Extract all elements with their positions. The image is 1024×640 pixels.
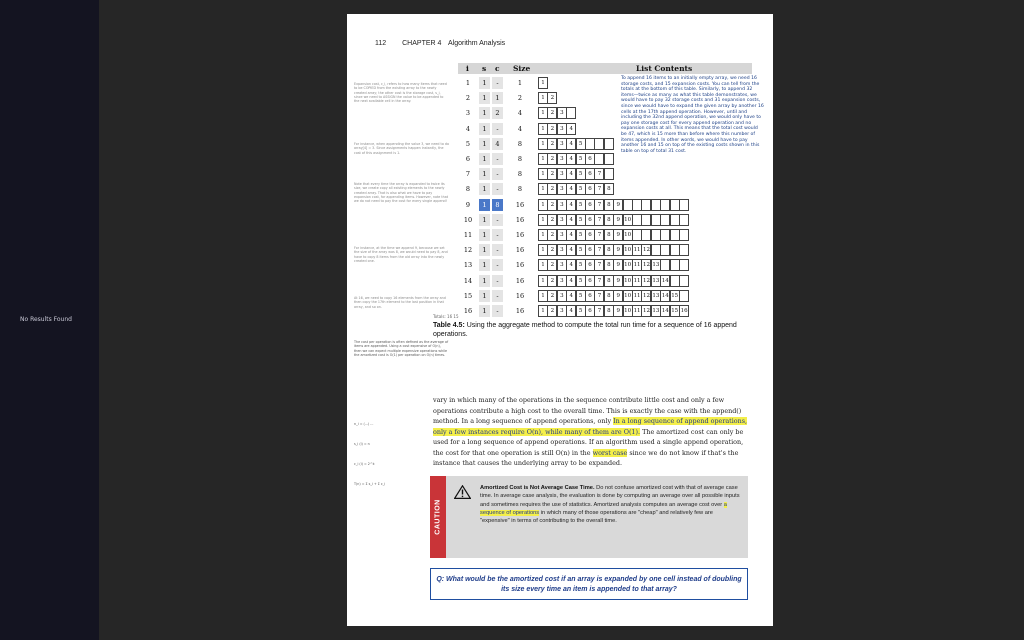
array-cell: 3 xyxy=(557,153,567,165)
array-cell: 1 xyxy=(538,199,548,211)
array-cell: 6 xyxy=(585,305,595,317)
highlighted-sentence: In a long sequence of append operations, only a few instances require O(n), while many of them are O(1). xyxy=(433,417,748,436)
array-cell: 5 xyxy=(576,229,586,241)
array-cell: 1 xyxy=(538,77,548,89)
col-c: c xyxy=(495,64,500,73)
caution-tab xyxy=(430,476,446,558)
array-cells xyxy=(538,244,689,256)
expansion-cost: - xyxy=(492,168,503,180)
table-row xyxy=(458,166,752,182)
array-size: 16 xyxy=(515,261,525,270)
array-size: 4 xyxy=(517,124,523,133)
array-cell: 7 xyxy=(594,305,604,317)
expansion-cost: - xyxy=(492,153,503,165)
question-box xyxy=(430,568,748,600)
row-index: 6 xyxy=(465,155,471,163)
array-cell: 10 xyxy=(623,244,633,256)
array-cell: 4 xyxy=(566,305,576,317)
array-cell: 9 xyxy=(613,229,623,241)
array-cell xyxy=(566,107,576,119)
margin-note: For instance, at the time we append 9, because we set the size of the array was 8, we would need to pay 8, and have to copy 8 items from the old array into the newly created one. xyxy=(354,246,448,263)
array-cell: 4 xyxy=(566,229,576,241)
expansion-cost: - xyxy=(492,259,503,271)
array-cell: 9 xyxy=(613,199,623,211)
array-cell: 2 xyxy=(547,244,557,256)
array-cell: 2 xyxy=(547,214,557,226)
array-cell: 12 xyxy=(641,290,651,302)
storage-cost: 1 xyxy=(479,168,490,180)
margin-note: At 16, we need to copy 16 elements from the array and then copy the 17th element to the last position in that array, and so on. xyxy=(354,296,446,309)
array-cell xyxy=(604,138,614,150)
table-row xyxy=(458,212,752,228)
array-cell: 13 xyxy=(651,275,661,287)
array-cell: 4 xyxy=(566,290,576,302)
margin-note: n_i = (...) ... xyxy=(354,422,374,426)
array-cell: 9 xyxy=(613,244,623,256)
array-cell: 15 xyxy=(670,290,680,302)
array-cells xyxy=(538,168,613,180)
array-size: 8 xyxy=(517,185,523,194)
array-size: 8 xyxy=(517,155,523,163)
table-row xyxy=(458,273,752,289)
caution-text xyxy=(480,484,742,525)
margin-note: For instance, when appending the value 3, we need to do array[4] = 3. Since assignments happen instantly, the cost of this assignment is 1. xyxy=(354,142,450,155)
array-cell: 11 xyxy=(632,290,642,302)
array-cell: 1 xyxy=(538,92,548,104)
row-index: 5 xyxy=(465,139,471,148)
highlight-worst-case: worst case xyxy=(592,448,628,457)
array-cell: 6 xyxy=(585,214,595,226)
body-text-b: The amortized cost can only be used for a long sequence of append operations. If an algorithm used a single append operation, the cost for that one operation is still O(n) in the xyxy=(433,427,744,457)
array-cell: 13 xyxy=(651,290,661,302)
expansion-cost: - xyxy=(492,244,503,256)
row-index: 7 xyxy=(465,170,471,179)
array-cell: 5 xyxy=(576,168,586,180)
array-cell: 4 xyxy=(566,138,576,150)
array-cell: 12 xyxy=(641,305,651,317)
col-contents: List Contents xyxy=(636,64,693,73)
array-cell: 4 xyxy=(566,153,576,165)
array-cell: 9 xyxy=(613,290,623,302)
array-cell: 3 xyxy=(557,214,567,226)
caution-box xyxy=(430,476,748,558)
chapter-label: CHAPTER 4 xyxy=(402,40,442,47)
array-cell: 1 xyxy=(538,107,548,119)
array-cell: 3 xyxy=(557,183,567,195)
array-cell: 5 xyxy=(576,244,586,256)
array-cell: 2 xyxy=(547,199,557,211)
array-cell: 2 xyxy=(547,123,557,135)
table-row xyxy=(458,227,752,243)
array-cell: 4 xyxy=(566,199,576,211)
array-cell: 8 xyxy=(604,305,614,317)
array-cell: 2 xyxy=(547,305,557,317)
expansion-cost: 4 xyxy=(492,138,503,150)
margin-note: Note that every time the array is expanded to twice its size, we create copy all existing elements to the newly created array. That is also what we have to pay expansion cost, for appending items. However, note that we do not need to pay the cost for every single append! xyxy=(354,182,449,204)
array-cell: 15 xyxy=(670,305,680,317)
array-cell: 1 xyxy=(538,138,548,150)
array-cell: 2 xyxy=(547,290,557,302)
expansion-cost: - xyxy=(492,275,503,287)
row-index: 4 xyxy=(465,124,471,133)
array-cell: 1 xyxy=(538,244,548,256)
expansion-cost: - xyxy=(492,123,503,135)
array-cell: 7 xyxy=(594,168,604,180)
array-cell: 8 xyxy=(604,229,614,241)
array-cell: 8 xyxy=(604,244,614,256)
array-cell: 6 xyxy=(585,153,595,165)
array-size: 2 xyxy=(517,94,523,103)
array-cell: 5 xyxy=(576,275,586,287)
storage-cost: 1 xyxy=(479,138,490,150)
table-row xyxy=(458,197,752,213)
expansion-cost: 8 xyxy=(492,199,503,211)
array-cell xyxy=(604,168,614,180)
table-row xyxy=(458,257,752,273)
array-cell: 7 xyxy=(594,244,604,256)
array-cell xyxy=(679,214,689,226)
array-cell: 1 xyxy=(538,229,548,241)
search-sidebar xyxy=(0,0,99,640)
array-cell: 3 xyxy=(557,199,567,211)
array-cell: 3 xyxy=(557,275,567,287)
storage-cost: 1 xyxy=(479,259,490,271)
row-index: 16 xyxy=(463,307,473,315)
array-cell xyxy=(679,290,689,302)
row-index: 12 xyxy=(463,246,473,255)
table-row xyxy=(458,181,752,197)
body-text-c: since we do not know if that's the instance that causes the underlying array to be expanded. xyxy=(433,448,739,467)
storage-cost: 1 xyxy=(479,305,490,317)
array-cell: 10 xyxy=(623,229,633,241)
table-side-note: To append 16 items to an initially empty array, we need 16 storage costs, and 15 expansion costs. You can tell from the totals at the bottom of this table. Similarly, to append 32 items—twice as many as what this table demonstrates, we would have to pay 32 storage costs and 31 expansion costs, since we would have to expand the given array by another 16 cells at the 17th append operation. However, until and including the 32nd append operation, we would only have to pay one storage cost for every append operation and no expansion costs at all. This means that the total cost would be 47, which is 15 more than before where this number of items appended. In other words, we would have to pay another 16 and 15 on top of the existing costs shown in this table on top of total 31 cost. xyxy=(621,76,764,154)
array-cells xyxy=(538,138,613,150)
array-cell: 6 xyxy=(585,244,595,256)
row-index: 3 xyxy=(465,109,471,118)
array-cell: 6 xyxy=(585,259,595,271)
array-cell: 10 xyxy=(623,259,633,271)
array-cell: 5 xyxy=(576,259,586,271)
storage-cost: 1 xyxy=(479,214,490,226)
caution-text-b: in which many of those operations are "cheap" and relatively few are "expensive" in terms of contributing to the overall time. xyxy=(480,509,713,525)
question-text: Q: What would be the amortized cost if an array is expanded by one cell instead of doubling its size every time an item is appended to that array? xyxy=(436,576,742,593)
margin-note: c_i (i) = 2^k xyxy=(354,462,375,466)
array-cells xyxy=(538,123,576,135)
array-size: 16 xyxy=(515,307,525,315)
array-cell: 5 xyxy=(576,138,586,150)
array-cell: 2 xyxy=(547,229,557,241)
expansion-cost: - xyxy=(492,229,503,241)
row-index: 1 xyxy=(465,79,471,87)
expansion-cost: - xyxy=(492,183,503,195)
array-cells xyxy=(538,107,576,119)
array-cell: 7 xyxy=(594,259,604,271)
row-index: 13 xyxy=(463,261,473,270)
array-cell: 4 xyxy=(566,183,576,195)
expansion-cost: 2 xyxy=(492,107,503,119)
array-cell: 10 xyxy=(623,275,633,287)
row-index: 15 xyxy=(463,291,473,300)
array-cell: 6 xyxy=(585,290,595,302)
array-cells xyxy=(538,290,689,302)
caution-title: Amortized Cost is Not Average Case Time. xyxy=(480,485,595,491)
array-cell: 3 xyxy=(557,107,567,119)
expansion-cost: - xyxy=(492,214,503,226)
array-cell: 1 xyxy=(538,153,548,165)
row-index: 8 xyxy=(465,185,471,194)
array-cell: 2 xyxy=(547,183,557,195)
margin-note: T(n) = Σ s_i + Σ c_i xyxy=(354,482,386,486)
storage-cost: 1 xyxy=(479,123,490,135)
array-size: 16 xyxy=(515,231,525,239)
table-caption xyxy=(433,321,763,339)
row-index: 11 xyxy=(463,231,473,239)
caption-label: Table 4.5: xyxy=(433,322,465,329)
array-cell: 6 xyxy=(585,168,595,180)
caution-label: CAUTION xyxy=(434,499,442,535)
array-cell: 2 xyxy=(547,259,557,271)
array-cells xyxy=(538,214,689,226)
warning-icon xyxy=(454,485,471,499)
row-index: 14 xyxy=(463,276,473,285)
col-size: Size xyxy=(513,64,531,73)
array-cells xyxy=(538,183,613,195)
array-cell: 3 xyxy=(557,244,567,256)
array-cell: 7 xyxy=(594,290,604,302)
table-row xyxy=(458,303,752,319)
array-cell: 14 xyxy=(660,275,670,287)
array-cell xyxy=(679,259,689,271)
array-cell: 12 xyxy=(641,244,651,256)
array-cells xyxy=(538,275,689,287)
col-s: s xyxy=(482,64,487,73)
array-cells xyxy=(538,305,689,317)
array-cell: 8 xyxy=(604,199,614,211)
array-cells xyxy=(538,77,547,89)
array-cell: 9 xyxy=(613,275,623,287)
margin-note: Expansion cost, c_i, refers to how many items that need to be COPIED from the existing array to the newly created array; the other cost is the storage cost, s_i, since we need to ASSIGN the value to be appended to the next available cell in the array. xyxy=(354,82,447,104)
array-cell: 1 xyxy=(538,168,548,180)
chapter-title: Algorithm Analysis xyxy=(447,40,506,47)
array-cell: 6 xyxy=(585,183,595,195)
storage-cost: 1 xyxy=(479,199,490,211)
array-cell: 9 xyxy=(613,214,623,226)
array-cells xyxy=(538,199,689,211)
array-cell: 10 xyxy=(623,305,633,317)
storage-cost: 1 xyxy=(479,77,490,89)
array-cell: 14 xyxy=(660,305,670,317)
array-cells xyxy=(538,259,689,271)
array-cell: 4 xyxy=(566,168,576,180)
array-cells xyxy=(538,92,557,104)
array-cell: 3 xyxy=(557,138,567,150)
array-cell: 7 xyxy=(594,214,604,226)
array-cell: 4 xyxy=(566,259,576,271)
array-cell: 2 xyxy=(547,275,557,287)
storage-cost: 1 xyxy=(479,153,490,165)
array-cell: 4 xyxy=(566,244,576,256)
array-cell: 3 xyxy=(557,229,567,241)
margin-note: The cost per operation is often defined as the average of items are appended. Using a cost expensive of O(n), then we can expect multiple expensive operations while the amortized cost is O(1) per operation on O(n) times. xyxy=(354,340,449,357)
array-cell: 9 xyxy=(613,305,623,317)
array-cell: 13 xyxy=(651,305,661,317)
array-cell: 2 xyxy=(547,153,557,165)
array-cells xyxy=(538,229,689,241)
array-cell: 5 xyxy=(576,290,586,302)
array-size: 8 xyxy=(517,139,523,148)
no-results-message: No Results Found xyxy=(20,316,72,323)
array-cell: 1 xyxy=(538,259,548,271)
array-cell: 4 xyxy=(566,214,576,226)
array-cell: 1 xyxy=(538,123,548,135)
array-cell: 12 xyxy=(641,275,651,287)
array-cell: 3 xyxy=(557,168,567,180)
col-i: i xyxy=(466,64,469,73)
array-size: 16 xyxy=(515,200,525,209)
margin-note: s_i (i) = n xyxy=(354,442,370,446)
array-cell: 10 xyxy=(623,290,633,302)
array-cell: 7 xyxy=(594,275,604,287)
array-cell: 1 xyxy=(538,214,548,226)
row-index: 9 xyxy=(465,200,471,209)
table-row xyxy=(458,242,752,258)
expansion-cost: - xyxy=(492,77,503,89)
array-cell: 5 xyxy=(576,183,586,195)
array-cell: 14 xyxy=(660,290,670,302)
array-cell: 5 xyxy=(576,153,586,165)
array-cell: 8 xyxy=(604,290,614,302)
array-cell: 11 xyxy=(632,305,642,317)
storage-cost: 1 xyxy=(479,275,490,287)
array-size: 16 xyxy=(515,291,525,300)
array-cell: 16 xyxy=(679,305,689,317)
array-cell: 4 xyxy=(566,123,576,135)
array-cell: 5 xyxy=(576,199,586,211)
array-cell: 1 xyxy=(538,183,548,195)
array-cell: 13 xyxy=(651,259,661,271)
document-page xyxy=(347,14,773,626)
array-cell xyxy=(679,199,689,211)
table-header xyxy=(458,63,752,74)
caution-highlight: a sequence of operations xyxy=(480,501,727,516)
array-cell: 11 xyxy=(632,275,642,287)
array-cell xyxy=(679,275,689,287)
array-cell: 3 xyxy=(557,123,567,135)
array-cell: 2 xyxy=(547,138,557,150)
array-size: 16 xyxy=(515,246,525,255)
storage-cost: 1 xyxy=(479,229,490,241)
page-number: 112 xyxy=(375,40,387,47)
array-cell: 1 xyxy=(538,290,548,302)
expansion-cost: - xyxy=(492,290,503,302)
array-cell: 6 xyxy=(585,229,595,241)
caution-text-a: Do not confuse amortized cost with that of average case time. In average case analysis, the evaluation is done by computing an average over all possible inputs and sometimes requires the use of statistics. Amortized analysis computes an average cost over xyxy=(480,485,740,508)
body-text-a: vary in which many of the operations in the sequence contribute little cost and only a few operations contribute a high cost to the overall time. This is exactly the case with the append() method. In a long sequence of append operations, only xyxy=(433,396,742,425)
array-cell: 10 xyxy=(623,214,633,226)
array-cell: 12 xyxy=(641,259,651,271)
table-totals: Totals: 16 15 xyxy=(433,314,459,319)
array-cell: 9 xyxy=(613,259,623,271)
expansion-cost: - xyxy=(492,305,503,317)
array-cell: 7 xyxy=(594,199,604,211)
caption-text: Using the aggregate method to compute the total run time for a sequence of 16 append operations. xyxy=(433,322,737,338)
array-cell: 2 xyxy=(547,107,557,119)
array-size: 16 xyxy=(515,276,525,285)
array-size: 4 xyxy=(517,109,523,118)
array-cell: 11 xyxy=(632,244,642,256)
array-cell: 4 xyxy=(566,275,576,287)
array-cell: 8 xyxy=(604,275,614,287)
array-cell: 1 xyxy=(538,275,548,287)
array-cell: 2 xyxy=(547,92,557,104)
array-cell xyxy=(679,244,689,256)
array-cell: 6 xyxy=(585,199,595,211)
array-cell: 1 xyxy=(538,305,548,317)
array-cell: 6 xyxy=(585,275,595,287)
row-index: 2 xyxy=(465,94,471,103)
storage-cost: 1 xyxy=(479,92,490,104)
array-cell: 7 xyxy=(594,183,604,195)
array-cell xyxy=(679,229,689,241)
array-size: 8 xyxy=(517,170,523,179)
array-cell: 8 xyxy=(604,183,614,195)
array-size: 16 xyxy=(515,215,525,224)
running-header xyxy=(375,40,505,47)
array-cell: 2 xyxy=(547,168,557,180)
table-row xyxy=(458,288,752,304)
storage-cost: 1 xyxy=(479,290,490,302)
row-index: 10 xyxy=(463,215,473,224)
array-cell: 8 xyxy=(604,214,614,226)
storage-cost: 1 xyxy=(479,244,490,256)
body-paragraph xyxy=(433,395,749,469)
array-cell: 11 xyxy=(632,259,642,271)
expansion-cost: 1 xyxy=(492,92,503,104)
array-cell: 5 xyxy=(576,214,586,226)
array-cell xyxy=(604,153,614,165)
array-cell: 3 xyxy=(557,290,567,302)
array-size: 1 xyxy=(517,79,523,87)
array-cell: 7 xyxy=(594,229,604,241)
array-cell: 5 xyxy=(576,305,586,317)
array-cell: 8 xyxy=(604,259,614,271)
storage-cost: 1 xyxy=(479,107,490,119)
array-cell: 3 xyxy=(557,305,567,317)
storage-cost: 1 xyxy=(479,183,490,195)
array-cells xyxy=(538,153,613,165)
array-cell: 3 xyxy=(557,259,567,271)
